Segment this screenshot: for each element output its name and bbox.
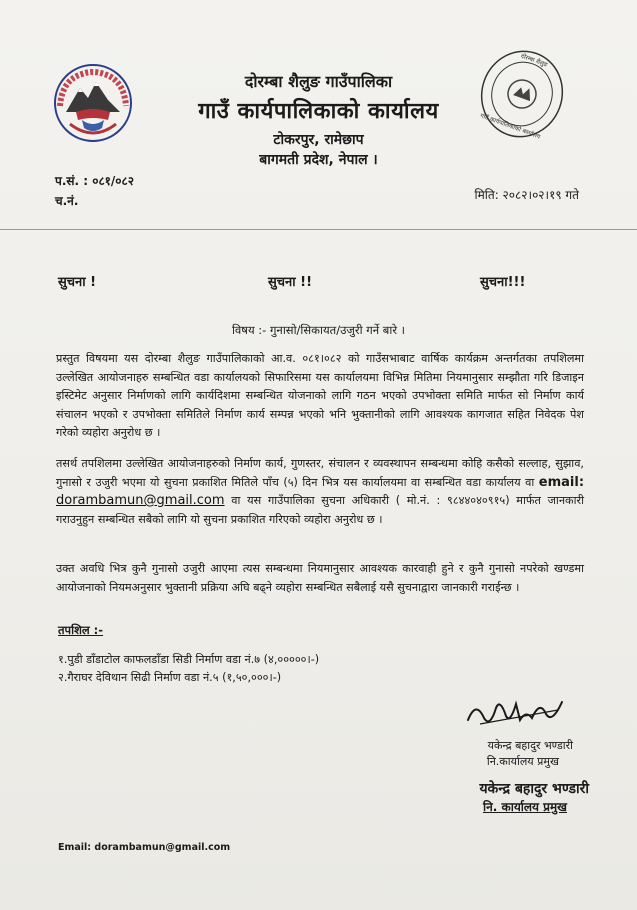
body-paragraph-3: उक्त अवधि भित्र कुनै गुनासो उजुरी आएमा त्यस सम्बन्धमा नियमानुसार आवश्यक कारवाही हुने र कुनै गुनासो नपरेको खण्डमा आयोजनाको नियमअनुसार भुक्तानी प्रक्रिया अघि बढ्ने व्यहोरा सम्बन्धित सबैलाई यसै सुचनाद्वारा जानकारी गराईन्छ । <box>56 562 584 594</box>
footer-email: Email: dorambamun@gmail.com <box>58 842 231 853</box>
notice-heading-3: सुचना!!! <box>480 275 526 290</box>
letter-date: मिति: २०८२।०२।१९ गते <box>474 188 579 202</box>
seal-text-1: दोरम्बा शैलुङ <box>519 52 549 69</box>
body-paragraph-1: प्रस्तुत विषयमा यस दोरम्बा शैलुङ गाउँपालिकाको आ.व. ०८१।०८२ को गाउँसभाबाट वार्षिक कार्यक्रम अन्तर्गतका तपशिलमा उल्लेखित आयोजनाहरु सम्बन्धित वडा कार्यालयको सिफारिसमा यस कार्यालयमा विभिन्न मितिमा नियमानुसार सम्झौता गरि डिजाइन इस्टिमेट अनुसार निर्माणको लागि कार्यदिशमा सम्बन्धित योजनाको लागि गठन भएको उपभोक्ता समिति मार्फत सो निर्माण कार्य संचालन भएको र उपभोक्ता समितिले निर्माण कार्य सम्पन्न भएको भनि भुक्तानीको लागि आवश्यक कागजात सहित निवेदक पेश गरेको व्यहोरा अनुरोध छ । <box>56 352 584 439</box>
notice-heading-1: सुचना ! <box>58 275 97 290</box>
body-paragraph-2 <box>56 455 584 529</box>
project-item-1: १.पुडी डाँडाटोल काफलडाँडा सिडी निर्माण वडा नं.७ (४,०००००।-) <box>58 653 320 666</box>
letter-number: प.सं. : ०८१/०८२ <box>55 174 135 188</box>
header-divider <box>0 229 637 230</box>
province-country: बागमती प्रदेश, नेपाल । <box>259 152 378 168</box>
signer-title: नि.कार्यालय प्रमुख <box>486 755 559 768</box>
seal-text-2: गाउँ कार्यपालिकाको कार्यालय <box>479 112 542 141</box>
para2-text-before: तसर्थ तपशिलमा उल्लेखित आयोजनाहरुको निर्माण कार्य, गुणस्तर, संचालन र व्यवस्थापन सम्बन्धमा कोहि कसैको सल्लाह, सुझाव, गुनासो र उजुरी भएमा यो सुचना प्रकाशित मितिले पाँच (५) दिन भित्र यस कार्यालयमा वा सम्बन्धित वडा कार्यालय वा <box>56 457 584 489</box>
para2-text-after: वा यस गाउँपालिका सुचना अधिकारी ( मो.नं. : ९८४४०४०९१५) मार्फत जानकारी गराउनुहुन सम्बन्धित सबैको लागि यो सुचना प्रकाशित गरिएको व्यहोरा अनुरोध छ । <box>56 494 585 526</box>
email-link[interactable]: dorambamun@gmail.com <box>56 493 225 508</box>
email-label: email: <box>538 474 585 490</box>
handwritten-signature <box>462 690 572 730</box>
project-item-2: २.गैराघर देविथान सिढी निर्माण वडा नं.५ (१,५०,०००।-) <box>58 671 282 684</box>
subject-line: विषय :- गुनासो/सिकायत/उजुरी गर्ने बारे । <box>231 323 406 337</box>
details-label: तपशिल :- <box>58 623 104 637</box>
office-address: टोकरपुर, रामेछाप <box>273 132 364 148</box>
signer-name: यकेन्द्र बहादुर भण्डारी <box>487 739 573 752</box>
office-title: गाउँ कार्यपालिकाको कार्यालय <box>198 99 439 124</box>
municipality-name: दोरम्बा शैलुङ गाउँपालिका <box>244 72 393 91</box>
title-stamp: नि. कार्यालय प्रमुख <box>483 800 567 814</box>
name-stamp: यकेन्द्र बहादुर भण्डारी <box>479 781 589 797</box>
dispatch-number: च.नं. <box>55 194 79 208</box>
notice-heading-2: सुचना !! <box>268 275 313 290</box>
